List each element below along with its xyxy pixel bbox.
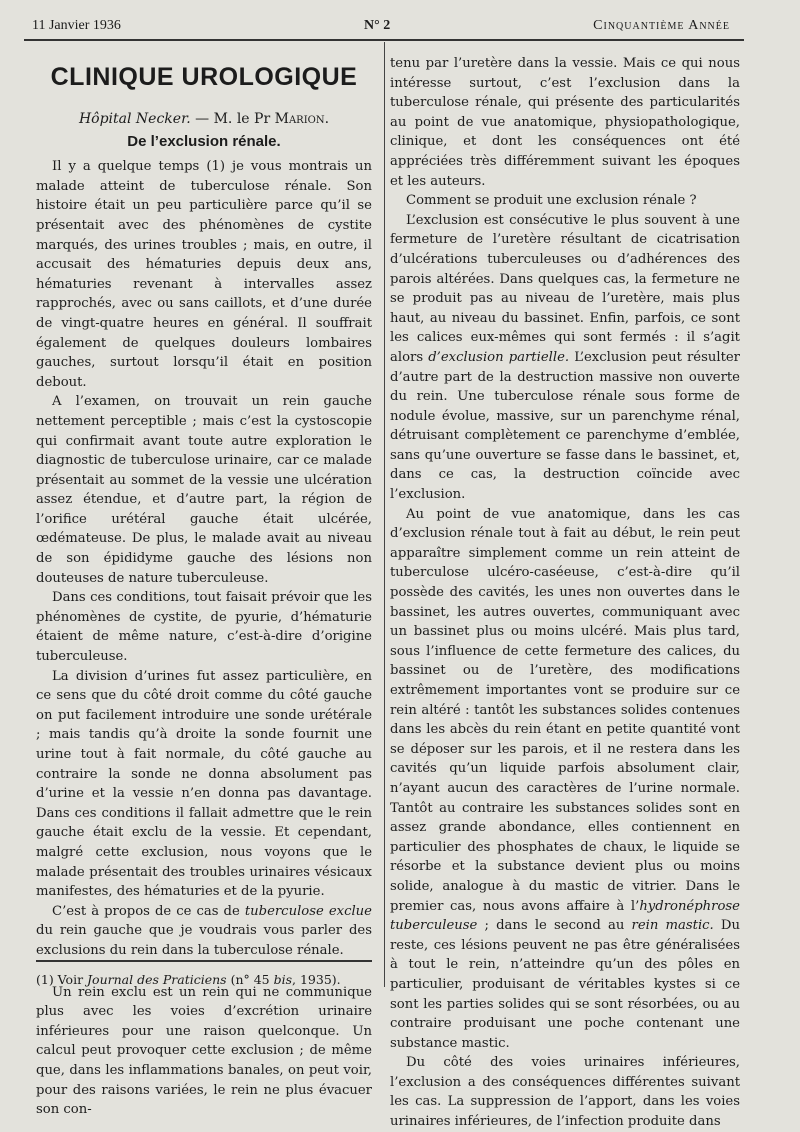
section-title: CLINIQUE UROLOGIQUE xyxy=(50,63,358,91)
right-column xyxy=(390,54,740,1132)
header-rule xyxy=(24,39,744,41)
author-prefix: — M. le Pr xyxy=(195,111,275,127)
hospital-name: Hôpital Necker. xyxy=(78,111,191,127)
author-name: Marion. xyxy=(274,111,330,127)
paragraph: tenu par l’uretère dans la vessie. Mais ce qui nous intéresse surtout, c’est l’exclusion dans la tuberculose rénale, qui présente des particularités au point de vue anatomique, physiopathologique, clinique, et dont les conséquences ont été appréciées très différemment suivant les époques et les auteurs. xyxy=(390,56,740,189)
emphasis: rein mastic. xyxy=(631,918,714,934)
text-run: Du reste, ces lésions peuvent ne pas être généralisées à tout le rein, n’atteindre qu’un des pôles en particulier, produisant de véritables kystes si ce sont les parties solides qui se sont résorbées, ou au contraire produisant une poche contenant une substance mastic. xyxy=(390,918,740,1051)
paragraph: Un rein exclu est un rein qui ne communique plus avec les voies d’excrétion urinaire inférieures pour une raison quelconque. Un calcul peut provoquer cette exclusion ; de même que, dans les inflammations banales, on peut voir, pour des raisons variées, le rein ne plus évacuer son con- xyxy=(36,984,372,1118)
header-date: 11 Janvier 1936 xyxy=(32,18,121,33)
header-year: Cinquantième Année xyxy=(593,18,730,33)
text-run: Au point de vue anatomique, dans les cas d’exclusion rénale tout à fait au début, le rein peut apparaître simplement comme un rein atteint de tuberculose ulcéro-caséeuse, c’est-à-dire qu’il possède des cavités, les unes non ouvertes dans le bassinet, les autres ouvertes, communiquant avec un bassinet plus ou moins ulcéré. Mais plus tard, sous l’influence de cette fermeture des calices, du bassinet ou de l’uretère, des modifications extrêmement importantes vont se produire sur ce rein altéré : tantôt les substances solides contenues dans les abcès du rein étant en petite quantité vont se déposer sur les parois, et il ne restera dans les cavités qu’un liquide parfois absolument clair, n’ayant aucun des caractères de l’urine normale. Tantôt au contraire les substances solides sont en assez grande abondance, elles contiennent en particulier des phosphates de chaux, le liquide se résorbe et la substance devient plus ou moins solide, analogue à du mastic de vitrier. Dans le premier cas, nous avons affaire à l’ xyxy=(390,506,740,914)
footnote-rule xyxy=(36,960,372,962)
paragraph: A l’examen, on trouvait un rein gauche nettement perceptible ; mais c’est la cystoscopie qui confirmait avant toute autre exploration le diagnostic de tuberculose urinaire, car ce malade présentait au sommet de la vessie une ulcération assez étendue, et d’autre part, la région de l’orifice urétéral gauche était ulcérée, œdémateuse. De plus, le malade avait au niveau de son épididyme gauche des lésions non douteuses de nature tuberculeuse. xyxy=(36,394,372,586)
column-divider xyxy=(384,42,385,987)
text-run: (1) Voir xyxy=(36,972,88,987)
journal-name: Journal des Praticiens xyxy=(87,972,227,987)
text-run: L’exclusion est consécutive le plus souvent à une fermeture de l’uretère résultant de cicatrisation d’ulcérations tuberculeuses ou d’adhérences des parois altérées. Dans quelques cas, la fermeture ne se produit pas au niveau de l’uretère, mais plus haut, au niveau du bassinet. Enfin, parfois, ce sont les calices eux-mêmes qui sont fermés : il s’agit alors xyxy=(390,212,740,365)
paragraph xyxy=(36,902,372,961)
article-byline xyxy=(36,110,372,130)
footnote xyxy=(36,972,376,987)
page-header xyxy=(24,14,744,36)
emphasis: hydronéphrose tuberculeuse xyxy=(390,898,740,934)
paragraph: Dans ces conditions, tout faisait prévoir que les phénomènes de cystite, de pyurie, d’hématurie étaient de même nature, c’est-à-dire d’origine tuberculeuse. xyxy=(36,590,372,665)
text-run: L’exclusion peut résulter d’autre part de la destruction massive non ouverte du rein. Une tuberculose rénale sous forme de nodule évolue, massive, sur un parenchyme rénal, détruisant complètement ce parenchyme d’emblée, sans qu’une ouverture se fasse dans le bassinet, et, dans ce cas, la destruction coïncide avec l’exclusion. xyxy=(390,349,740,503)
article-subtitle: De l’exclusion rénale. xyxy=(127,132,281,150)
paragraph: La division d’urines fut assez particulière, en ce sens que du côté droit comme du côté gauche on put facilement introduire une sonde urétérale ; mais tandis qu’à droite la sonde fournit une urine tout à fait normale, du côté gauche au contraire la sonde ne donna absolument pas d’urine et la vessie n’en donna pas davantage. Dans ces conditions il fallait admettre que le rein gauche était exclu de la vessie. Et cependant, malgré cette exclusion, nous voyons que le malade présentait des troubles urinaires vésicaux manifestes, des hématuries et de la pyurie. xyxy=(36,668,372,900)
emphasis: tuberculose exclue xyxy=(244,903,372,919)
text-run: C’est à propos de ce cas de xyxy=(52,903,245,919)
emphasis: bis xyxy=(273,972,293,987)
paragraph xyxy=(390,211,740,505)
text-run: , 1935). xyxy=(292,972,341,987)
text-run: du rein gauche que je voudrais vous parler des exclusions du rein dans la tuberculose rénale. xyxy=(36,923,372,958)
paragraph: Il y a quelque temps (1) je vous montrais un malade atteint de tuberculose rénale. Son histoire était un peu particulière parce qu’il se présentait avec des phénomènes de cystite marqués, des urines troubles ; mais, en outre, il accusait des hématuries depuis deux ans, hématuries revenant à intervalles assez rapprochés, avec ou sans caillots, et d’une durée de vingt-quatre heures en général. Il souffrait également de quelques douleurs lombaires gauches, surtout lorsqu’il était en position debout. xyxy=(36,159,372,390)
text-run: ; dans le second au xyxy=(477,918,632,934)
emphasis: d’exclusion partielle. xyxy=(428,349,570,365)
paragraph: Du côté des voies urinaires inférieures, l’exclusion a des conséquences différentes suivant les cas. La suppression de l’apport, dans les voies urinaires inférieures, de l’infection produite dans xyxy=(390,1055,740,1130)
paragraph: Comment se produit une exclusion rénale ? xyxy=(406,193,697,209)
header-issue-number: N° 2 xyxy=(364,18,391,33)
text-run: (n° 45 xyxy=(226,972,274,987)
paragraph xyxy=(390,505,740,1054)
